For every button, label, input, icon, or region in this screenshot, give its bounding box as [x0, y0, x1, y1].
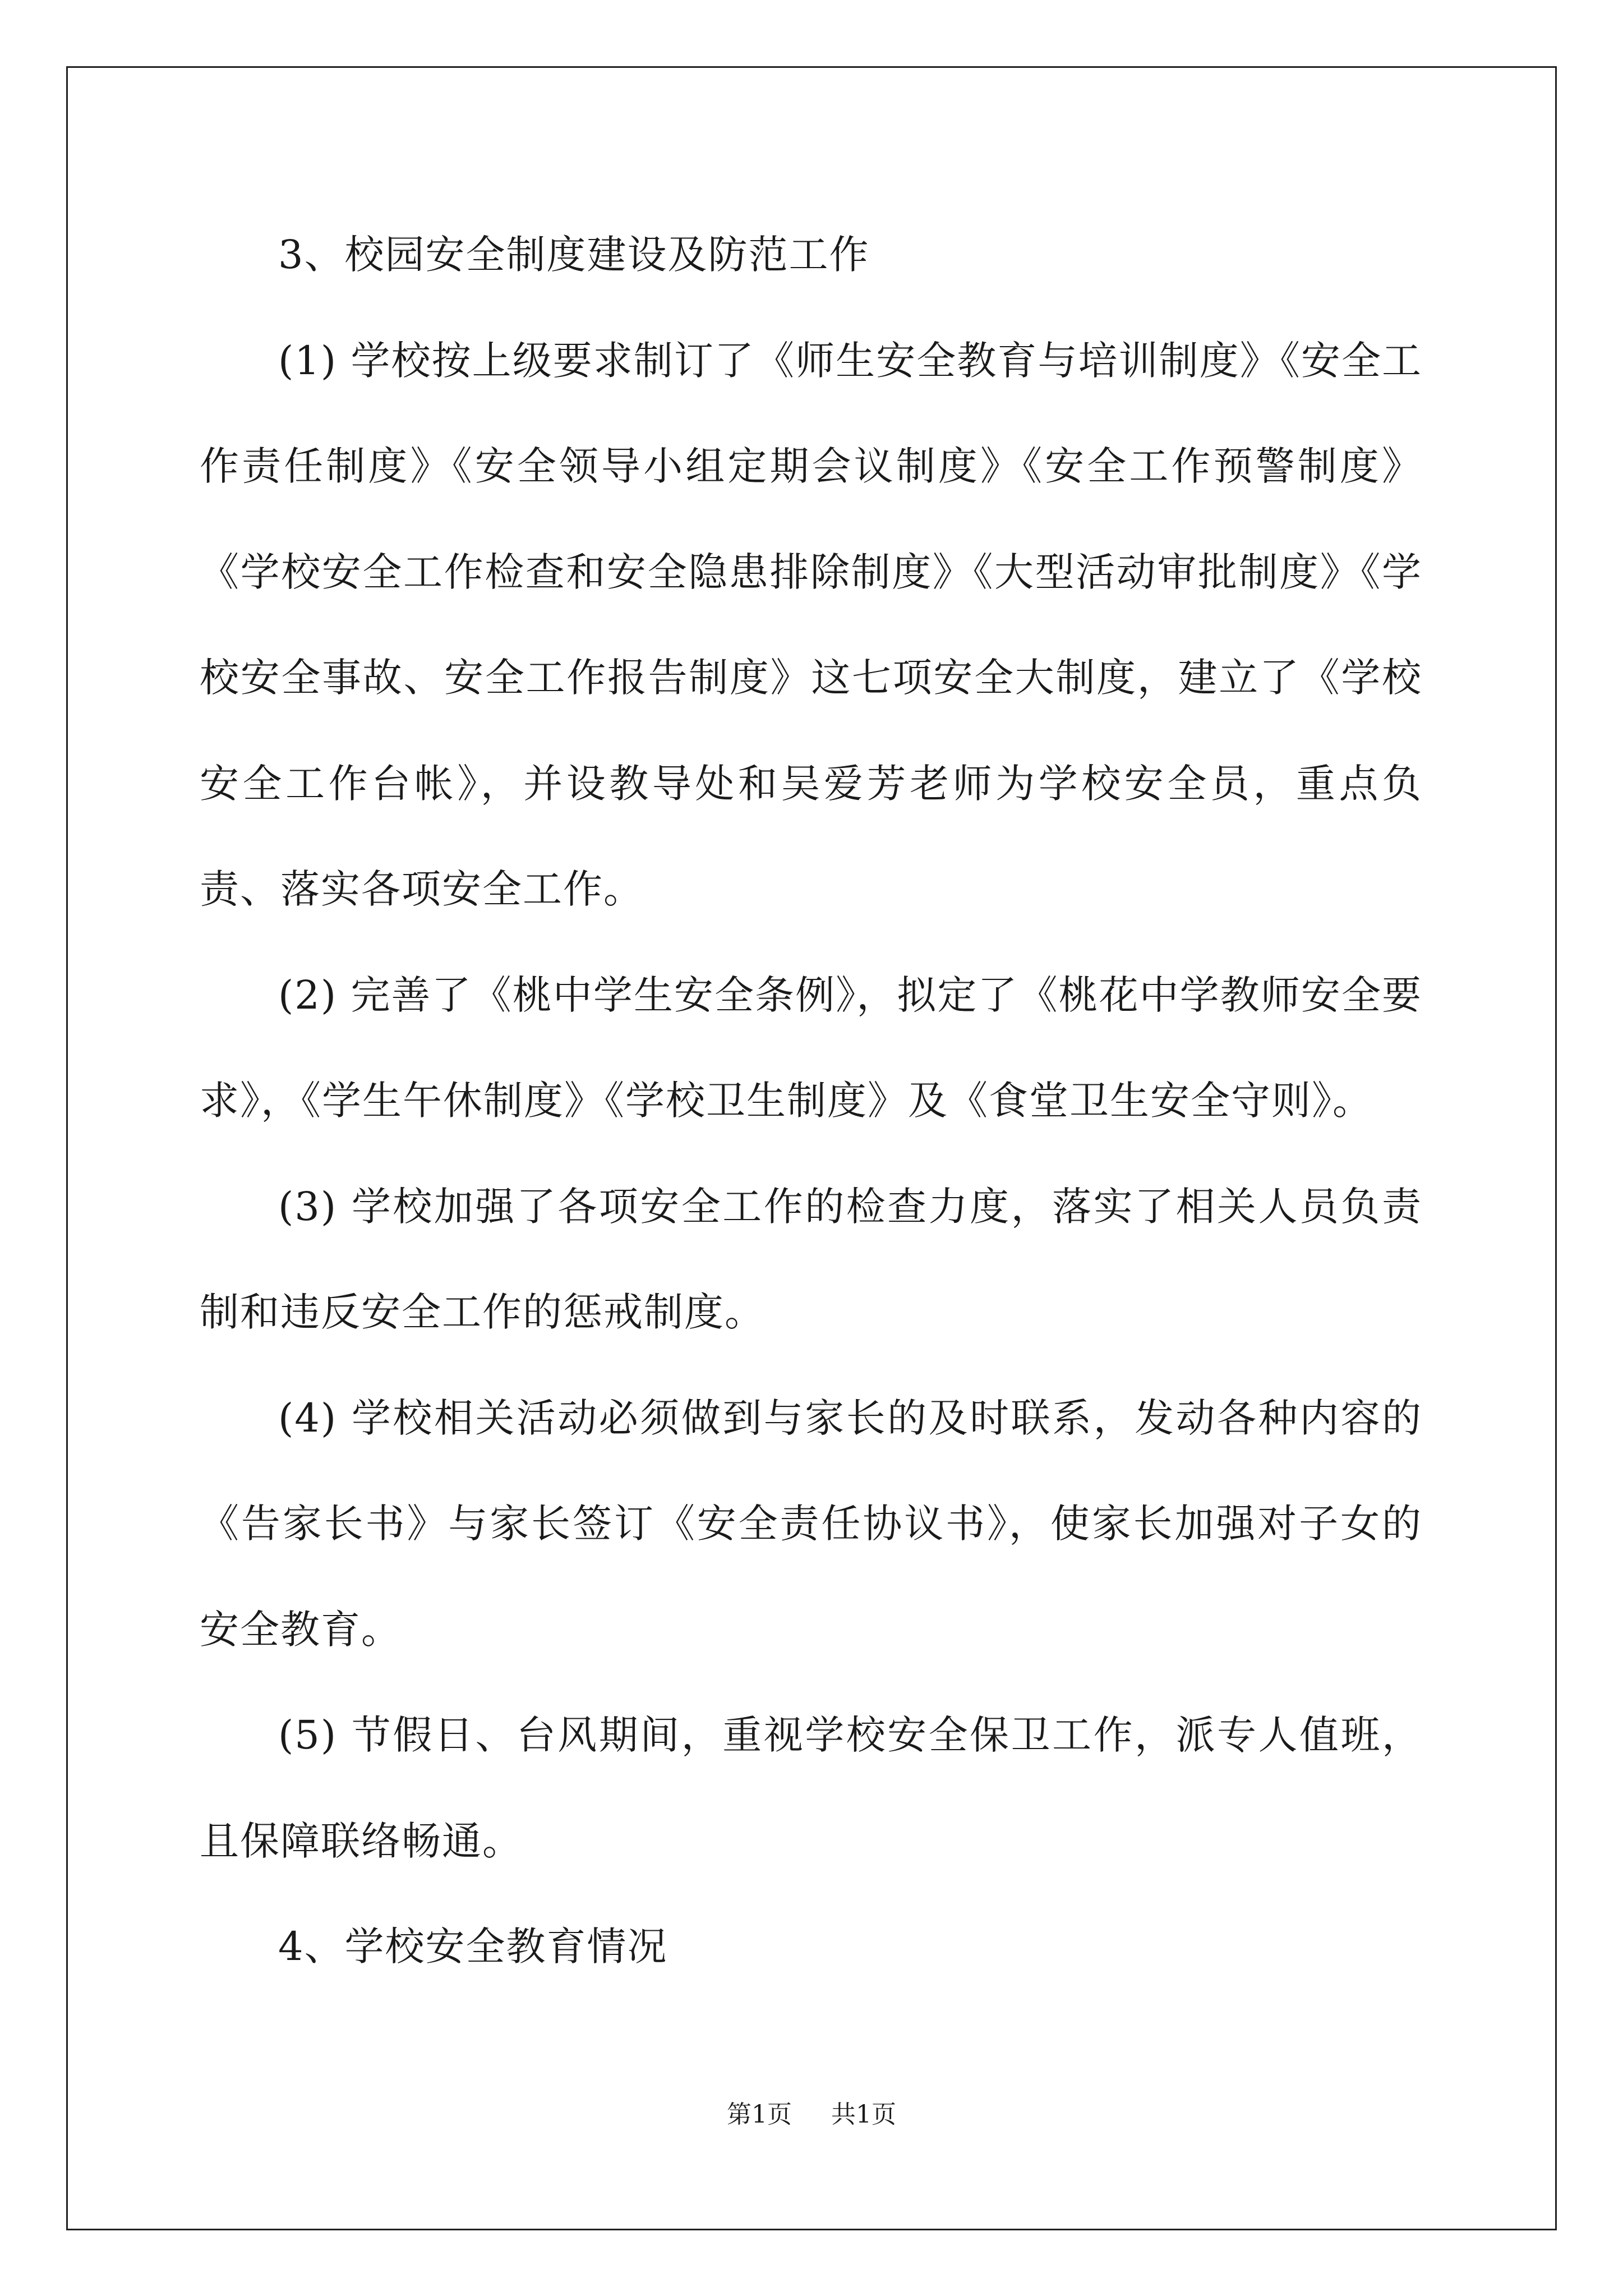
document-body	[200, 202, 1422, 2000]
page-number: 第1页	[727, 2100, 792, 2129]
paragraph-3: (3) 学校加强了各项安全工作的检查力度，落实了相关人员负责制和违反安全工作的惩戒制度。	[200, 1183, 1422, 1335]
paragraph-1: (1) 学校按上级要求制订了《师生安全教育与培训制度》《安全工作责任制度》《安全领导小组定期会议制度》《安全工作预警制度》《学校安全工作检查和安全隐患排除制度》《大型活动审批制度》《学校安全事故、安全工作报告制度》这七项安全大制度，建立了《学校安全工作台帐》，并设教导处和吴爱芳老师为学校安全员，重点负责、落实各项安全工作。	[200, 337, 1422, 912]
section-heading-4: 4、学校安全教育情况	[278, 1924, 668, 1970]
paragraph-4: (4) 学校相关活动必须做到与家长的及时联系，发动各种内容的《告家长书》与家长签订《安全责任协议书》，使家长加强对子女的安全教育。	[200, 1395, 1422, 1653]
page-total: 共1页	[831, 2100, 896, 2129]
paragraph-2: (2) 完善了《桃中学生安全条例》，拟定了《桃花中学教师安全要求》，《学生午休制度》《学校卫生制度》及《食堂卫生安全守则》。	[200, 972, 1422, 1124]
section-heading-3: 3、校园安全制度建设及防范工作	[278, 232, 870, 278]
paragraph-5: (5) 节假日、台风期间，重视学校安全保卫工作，派专人值班，且保障联络畅通。	[200, 1712, 1422, 1864]
page-footer	[0, 2098, 1623, 2132]
